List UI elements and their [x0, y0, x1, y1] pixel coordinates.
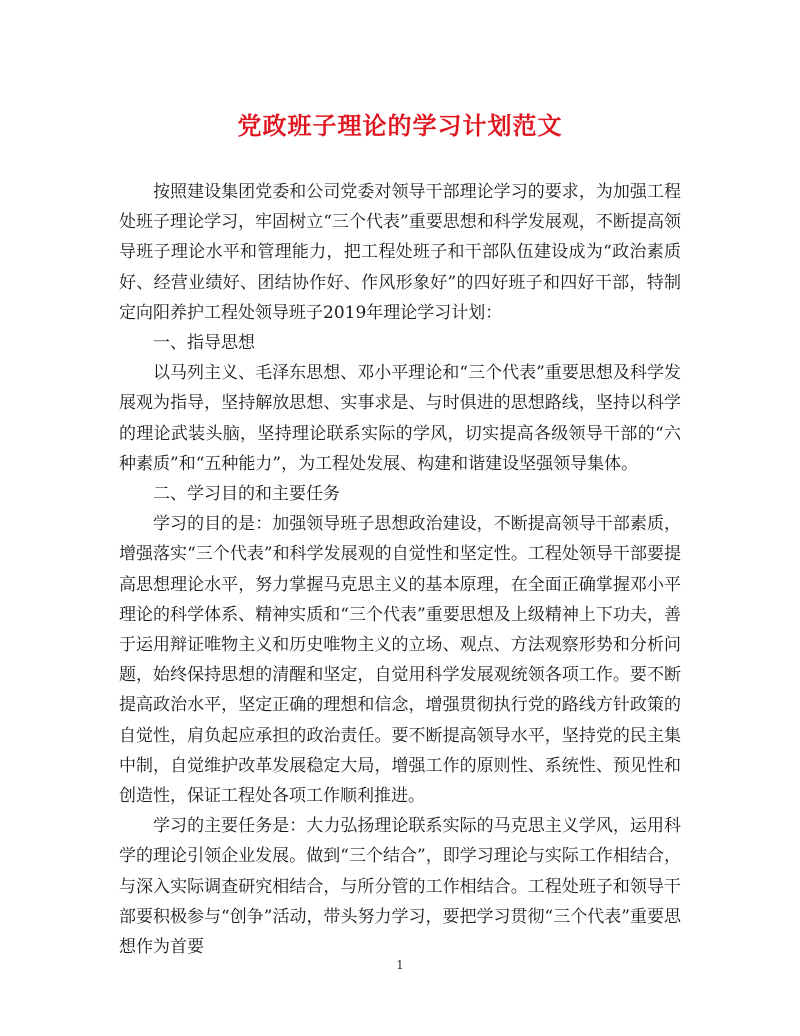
- paragraph-guiding-ideology: 以马列主义、毛泽东思想、邓小平理论和“三个代表”重要思想及科学发展观为指导，坚持解放思想、实事求是、与时俱进的思想路线，坚持以科学的理论武装头脑，坚持理论联系实际的学风，切实提高各级领导干部的“六种素质”和“五种能力”，为工程处发展、构建和谐建设坚强领导集体。: [119, 363, 681, 474]
- page-number: 1: [396, 958, 404, 972]
- section-heading-purpose-tasks: 二、学习目的和主要任务: [153, 484, 340, 505]
- paragraph-intro: 按照建设集团党委和公司党委对领导干部理论学习的要求，为加强工程处班子理论学习，牢固树立“三个代表”重要思想和科学发展观，不断提高领导班子理论水平和管理能力，把工程处班子和干部队伍建设成为“政治素质好、经营业绩好、团结协作好、作风形象好”的四好班子和四好干部，特制定向阳养护工程处领导班子2019年理论学习计划：: [119, 182, 681, 323]
- section-heading-guiding-ideology: 一、指导思想: [153, 333, 255, 354]
- document-body: [119, 177, 681, 962]
- paragraph-learning-tasks: 学习的主要任务是：大力弘扬理论联系实际的马克思主义学风，运用科学的理论引领企业发展。做到“三个结合”，即学习理论与实际工作相结合，与深入实际调查研究相结合，与所分管的工作相结合。工程处班子和领导干部要积极参与“创争”活动，带头努力学习，要把学习贯彻“三个代表”重要思想作为首要: [119, 816, 681, 958]
- paragraph-learning-purpose: 学习的目的是：加强领导班子思想政治建设，不断提高领导干部素质，增强落实“三个代表”和科学发展观的自觉性和坚定性。工程处领导干部要提高思想理论水平，努力掌握马克思主义的基本原理，在全面正确掌握邓小平理论的科学体系、精神实质和“三个代表”重要思想及上级精神上下功夫，善于运用辩证唯物主义和历史唯物主义的立场、观点、方法观察形势和分析问题，始终保持思想的清醒和坚定，自觉用科学发展观统领各项工作。要不断提高政治水平，坚定正确的理想和信念，增强贯彻执行党的路线方针政策的自觉性，肩负起应承担的政治责任。要不断提高领导水平，坚持党的民主集中制，自觉维护改革发展稳定大局，增强工作的原则性、系统性、预见性和创造性，保证工程处各项工作顺利推进。: [119, 514, 681, 807]
- document-title: 党政班子理论的学习计划范文: [237, 111, 563, 140]
